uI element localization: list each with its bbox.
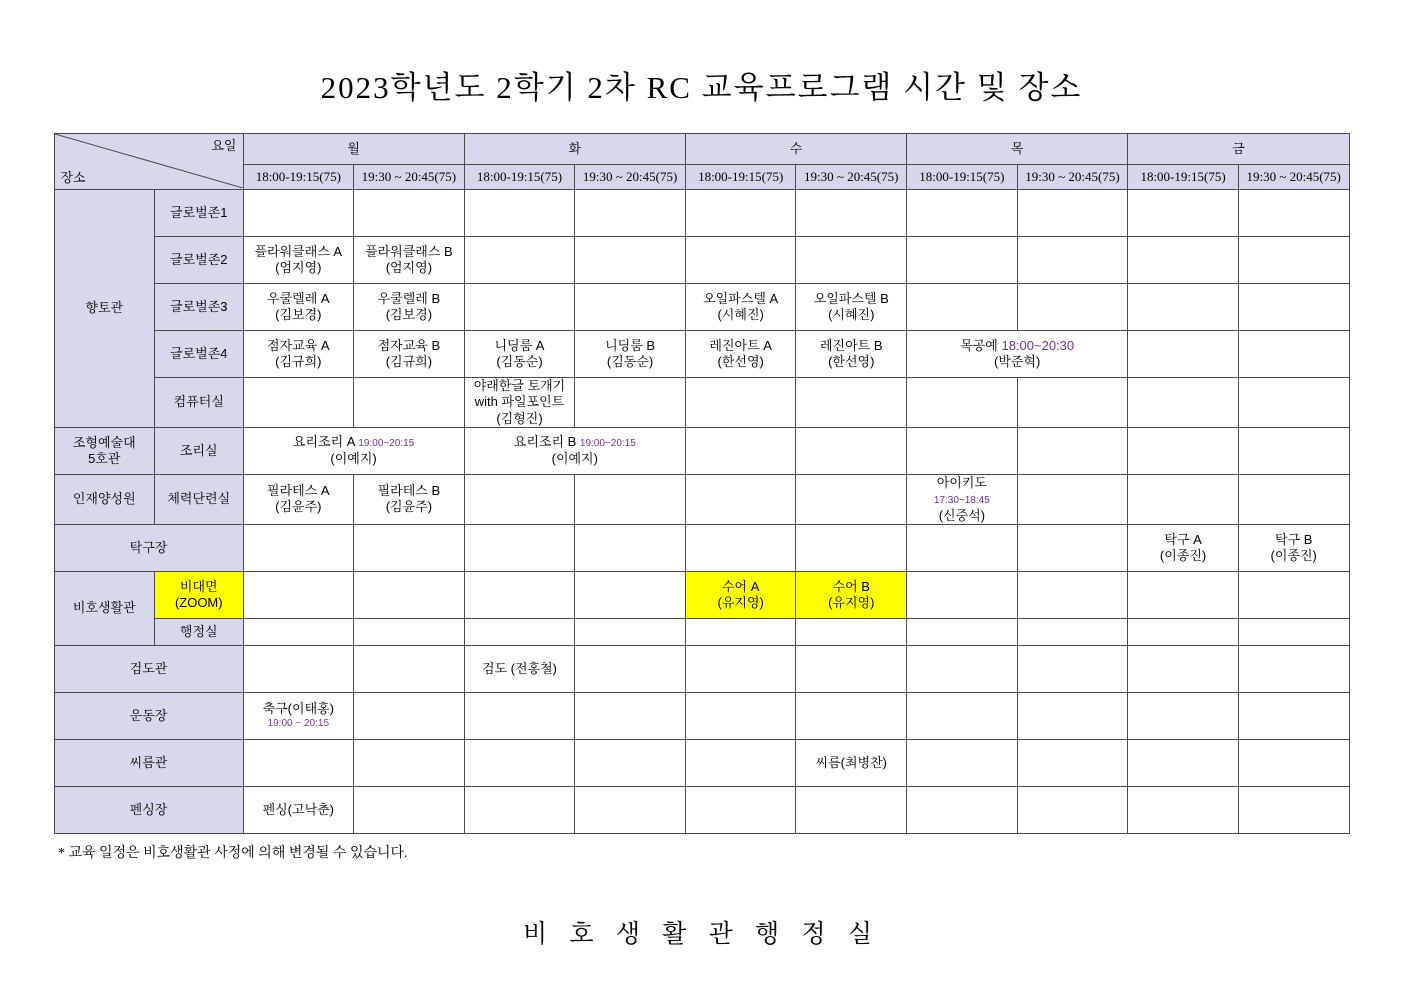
cell-fencing-tue1 xyxy=(464,786,575,833)
cell-pingpong-wed1 xyxy=(685,524,796,571)
corner-day-label: 요일 xyxy=(211,138,237,153)
cell-kendo-fri2 xyxy=(1238,645,1349,692)
cell-global1-fri1 xyxy=(1128,190,1239,237)
cell-field-tue1 xyxy=(464,692,575,739)
class-name: 니딩룸 A xyxy=(494,337,545,353)
cell-global1-tue1 xyxy=(464,190,575,237)
cell-global4-thu xyxy=(907,331,1128,378)
cell-fencing-fri2 xyxy=(1238,786,1349,833)
cell-admin-mon2 xyxy=(354,618,465,645)
class-name: 레진아트 A xyxy=(709,337,772,353)
cell-fitness-wed1 xyxy=(685,474,796,524)
class-name: 플라워클래스 B xyxy=(365,243,453,259)
place-label-global2: 글로벌존2 xyxy=(155,237,243,284)
class-name-2: with 파일포인트 xyxy=(474,394,565,410)
cell-computer-tue2 xyxy=(575,378,686,428)
place-label-kitchen: 조리실 xyxy=(155,427,243,474)
class-time: 19:00~20:15 xyxy=(358,438,415,450)
schedule-table xyxy=(54,133,1350,834)
instructor-name: (시혜진) xyxy=(828,307,875,322)
cell-kitchen-wed2 xyxy=(796,427,907,474)
cell-fitness-tue1 xyxy=(464,474,575,524)
table-row xyxy=(54,427,1349,474)
cell-admin-fri2 xyxy=(1238,618,1349,645)
cell-kendo-wed1 xyxy=(685,645,796,692)
cell-pingpong-fri1 xyxy=(1128,524,1239,571)
cell-ssireum-thu2 xyxy=(1017,739,1128,786)
group-label-line2: 5호관 xyxy=(88,450,121,466)
cell-global1-mon1 xyxy=(243,190,354,237)
slot-header-8: 19:30 ~ 20:45(75) xyxy=(1017,165,1128,190)
table-row xyxy=(54,618,1349,645)
place-label-line2: (ZOOM) xyxy=(174,594,223,610)
place-label-fencing: 펜싱장 xyxy=(54,786,243,833)
day-header-mon: 월 xyxy=(243,134,464,165)
cell-ssireum-tue2 xyxy=(575,739,686,786)
page-title: 2023학년도 2학기 2차 RC 교육프로그램 시간 및 장소 xyxy=(320,70,1083,105)
instructor-name: (엄지영) xyxy=(275,260,322,275)
day-header-wed: 수 xyxy=(685,134,906,165)
cell-global3-tue1 xyxy=(464,284,575,331)
cell-fitness-wed2 xyxy=(796,474,907,524)
place-label-field: 운동장 xyxy=(54,692,243,739)
cell-global4-mon1 xyxy=(243,331,354,378)
table-row xyxy=(54,284,1349,331)
cell-pingpong-tue1 xyxy=(464,524,575,571)
cell-field-thu1 xyxy=(907,692,1018,739)
class-name: 탁구 A xyxy=(1164,531,1202,547)
cell-pingpong-thu1 xyxy=(907,524,1018,571)
cell-global4-wed1 xyxy=(685,331,796,378)
table-row xyxy=(54,739,1349,786)
group-label-line1: 조형예술대 xyxy=(72,434,136,450)
cell-field-wed1 xyxy=(685,692,796,739)
cell-global4-tue2 xyxy=(575,331,686,378)
table-row xyxy=(54,331,1349,378)
cell-global2-fri1 xyxy=(1128,237,1239,284)
class-name: 수어 B xyxy=(832,578,870,594)
cell-global3-thu2 xyxy=(1017,284,1128,331)
slot-header-1: 18:00-19:15(75) xyxy=(243,165,354,190)
footnote: * 교육 일정은 비호생활관 사정에 의해 변경될 수 있습니다. xyxy=(58,845,408,861)
table-row xyxy=(54,474,1349,524)
cell-kitchen-mon xyxy=(243,427,464,474)
instructor-name: (김동순) xyxy=(496,354,543,369)
class-name: 씨름(최병찬) xyxy=(815,754,887,770)
cell-global2-thu1 xyxy=(907,237,1018,284)
cell-admin-fri1 xyxy=(1128,618,1239,645)
cell-computer-wed2 xyxy=(796,378,907,428)
slot-header-5: 18:00-19:15(75) xyxy=(685,165,796,190)
table-row xyxy=(54,190,1349,237)
cell-global1-wed1 xyxy=(685,190,796,237)
cell-kendo-fri1 xyxy=(1128,645,1239,692)
instructor-name: (유지영) xyxy=(717,594,764,610)
cell-zoom-fri2 xyxy=(1238,571,1349,618)
cell-fitness-tue2 xyxy=(575,474,686,524)
instructor-name: (김규희) xyxy=(385,354,433,369)
slot-header-7: 18:00-19:15(75) xyxy=(907,165,1018,190)
instructor-name: (이예지) xyxy=(330,450,377,466)
cell-computer-mon2 xyxy=(354,378,465,428)
cell-global2-tue2 xyxy=(575,237,686,284)
table-row xyxy=(54,237,1349,284)
cell-ssireum-fri2 xyxy=(1238,739,1349,786)
cell-fitness-mon1 xyxy=(243,474,354,524)
slot-header-2: 19:30 ~ 20:45(75) xyxy=(354,165,465,190)
cell-global2-wed1 xyxy=(685,237,796,284)
cell-ssireum-thu1 xyxy=(907,739,1018,786)
cell-zoom-tue2 xyxy=(575,571,686,618)
table-corner-header xyxy=(54,134,243,190)
cell-zoom-mon1 xyxy=(243,571,354,618)
cell-computer-thu2 xyxy=(1017,378,1128,428)
group-label-hyangto: 향토관 xyxy=(54,190,155,428)
cell-ssireum-mon2 xyxy=(354,739,465,786)
place-label-ssireum: 씨름관 xyxy=(54,739,243,786)
cell-computer-wed1 xyxy=(685,378,796,428)
cell-computer-fri1 xyxy=(1128,378,1239,428)
cell-global4-fri1 xyxy=(1128,331,1239,378)
class-name: 요리조리 A xyxy=(292,434,355,450)
corner-place-label: 장소 xyxy=(60,169,86,185)
class-name: 축구(이태홍) xyxy=(262,701,335,717)
class-name: 오일파스텔 A xyxy=(703,290,779,306)
cell-fencing-mon1 xyxy=(243,786,354,833)
cell-fencing-wed2 xyxy=(796,786,907,833)
cell-kitchen-fri1 xyxy=(1128,427,1239,474)
cell-pingpong-wed2 xyxy=(796,524,907,571)
cell-global2-thu2 xyxy=(1017,237,1128,284)
cell-admin-mon1 xyxy=(243,618,354,645)
cell-fencing-wed1 xyxy=(685,786,796,833)
instructor-name: (이종진) xyxy=(1270,547,1317,563)
cell-field-wed2 xyxy=(796,692,907,739)
instructor-name: (엄지영) xyxy=(385,260,433,275)
instructor-name: (이종진) xyxy=(1159,547,1207,563)
cell-ssireum-mon1 xyxy=(243,739,354,786)
cell-global2-mon2 xyxy=(354,237,465,284)
day-header-fri: 금 xyxy=(1128,134,1349,165)
class-name: 우쿨렐레 B xyxy=(377,290,441,306)
cell-admin-tue1 xyxy=(464,618,575,645)
cell-fitness-thu1 xyxy=(907,474,1018,524)
group-label-johyung xyxy=(54,427,155,474)
cell-zoom-wed2 xyxy=(796,571,907,618)
cell-kitchen-wed1 xyxy=(685,427,796,474)
place-label-line1: 비대면 xyxy=(179,578,218,594)
slot-header-9: 18:00-19:15(75) xyxy=(1128,165,1239,190)
cell-computer-tue1 xyxy=(464,378,575,428)
cell-field-mon1 xyxy=(243,692,354,739)
class-name: 필라테스 A xyxy=(267,483,330,498)
class-name: 펜싱(고낙춘) xyxy=(262,801,335,817)
cell-pingpong-tue2 xyxy=(575,524,686,571)
cell-kendo-thu2 xyxy=(1017,645,1128,692)
cell-admin-thu2 xyxy=(1017,618,1128,645)
class-name: 니딩룸 B xyxy=(605,337,656,353)
place-label-global4: 글로벌존4 xyxy=(155,331,243,378)
cell-admin-tue2 xyxy=(575,618,686,645)
cell-global2-tue1 xyxy=(464,237,575,284)
instructor-name: (이예지) xyxy=(551,450,598,466)
class-time: 19:00 ~ 20:15 xyxy=(267,717,330,729)
cell-zoom-fri1 xyxy=(1128,571,1239,618)
instructor-name: (김보경) xyxy=(385,307,433,322)
class-name: 레진아트 B xyxy=(820,337,883,353)
class-name: 수어 A xyxy=(721,578,760,594)
table-row xyxy=(54,786,1349,833)
cell-ssireum-wed2 xyxy=(796,739,907,786)
cell-global3-wed2 xyxy=(796,284,907,331)
instructor-name: (김윤주) xyxy=(275,499,322,515)
table-row xyxy=(54,645,1349,692)
class-name: 플라워클래스 A xyxy=(254,243,343,259)
cell-computer-mon1 xyxy=(243,378,354,428)
cell-fencing-thu2 xyxy=(1017,786,1128,833)
cell-zoom-thu1 xyxy=(907,571,1018,618)
class-name: 우쿨렐레 A xyxy=(267,290,330,306)
cell-ssireum-fri1 xyxy=(1128,739,1239,786)
slot-header-10: 19:30 ~ 20:45(75) xyxy=(1238,165,1349,190)
slot-header-6: 19:30 ~ 20:45(75) xyxy=(796,165,907,190)
cell-global1-wed2 xyxy=(796,190,907,237)
cell-kitchen-thu1 xyxy=(907,427,1018,474)
class-name: 점자교육 A xyxy=(267,337,330,353)
cell-global2-mon1 xyxy=(243,237,354,284)
table-row xyxy=(54,571,1349,618)
cell-global3-fri1 xyxy=(1128,284,1239,331)
class-name: 오일파스텔 B xyxy=(813,290,889,306)
cell-global1-tue2 xyxy=(575,190,686,237)
cell-global1-thu1 xyxy=(907,190,1018,237)
cell-global3-thu1 xyxy=(907,284,1018,331)
cell-field-tue2 xyxy=(575,692,686,739)
cell-zoom-wed1 xyxy=(685,571,796,618)
place-label-admin: 행정실 xyxy=(155,618,243,645)
cell-global4-tue1 xyxy=(464,331,575,378)
instructor-name: (신중석) xyxy=(938,507,986,523)
cell-pingpong-mon2 xyxy=(354,524,465,571)
instructor-name: (김보경) xyxy=(275,307,322,322)
cell-global4-mon2 xyxy=(354,331,465,378)
cell-field-fri2 xyxy=(1238,692,1349,739)
cell-field-thu2 xyxy=(1017,692,1128,739)
cell-kendo-wed2 xyxy=(796,645,907,692)
cell-ssireum-wed1 xyxy=(685,739,796,786)
cell-kendo-mon2 xyxy=(354,645,465,692)
cell-global1-fri2 xyxy=(1238,190,1349,237)
class-name: 필라테스 B xyxy=(377,483,441,498)
cell-fencing-mon2 xyxy=(354,786,465,833)
group-label-injae: 인재양성원 xyxy=(54,474,155,524)
place-label-global1: 글로벌존1 xyxy=(155,190,243,237)
cell-pingpong-mon1 xyxy=(243,524,354,571)
cell-fitness-fri2 xyxy=(1238,474,1349,524)
cell-kendo-thu1 xyxy=(907,645,1018,692)
cell-kitchen-fri2 xyxy=(1238,427,1349,474)
cell-kitchen-thu2 xyxy=(1017,427,1128,474)
place-label-fitness: 체력단련실 xyxy=(155,474,243,524)
cell-admin-wed1 xyxy=(685,618,796,645)
class-time: 19:00~20:15 xyxy=(579,438,636,450)
slot-header-4: 19:30 ~ 20:45(75) xyxy=(575,165,686,190)
cell-kendo-mon1 xyxy=(243,645,354,692)
cell-global3-tue2 xyxy=(575,284,686,331)
cell-fencing-thu1 xyxy=(907,786,1018,833)
cell-global2-fri2 xyxy=(1238,237,1349,284)
cell-fitness-fri1 xyxy=(1128,474,1239,524)
cell-computer-thu1 xyxy=(907,378,1018,428)
cell-kendo-tue2 xyxy=(575,645,686,692)
cell-global3-mon2 xyxy=(354,284,465,331)
instructor-name: (김규희) xyxy=(275,354,322,369)
cell-zoom-mon2 xyxy=(354,571,465,618)
class-time: 18:00~20:30 xyxy=(1001,337,1075,353)
cell-global2-wed2 xyxy=(796,237,907,284)
cell-kendo-tue1 xyxy=(464,645,575,692)
cell-pingpong-fri2 xyxy=(1238,524,1349,571)
cell-computer-fri2 xyxy=(1238,378,1349,428)
cell-zoom-tue1 xyxy=(464,571,575,618)
group-label-biho: 비호생활관 xyxy=(54,571,155,645)
class-name: 탁구 B xyxy=(1274,531,1313,547)
cell-zoom-thu2 xyxy=(1017,571,1128,618)
place-label-zoom xyxy=(155,571,243,618)
class-name: 야래한글 토개기 xyxy=(473,378,566,393)
instructor-name: (김윤주) xyxy=(385,499,433,515)
table-row xyxy=(54,378,1349,428)
place-label-global3: 글로벌존3 xyxy=(155,284,243,331)
class-name: 목공예 xyxy=(960,337,998,353)
place-label-computer-room: 컴퓨터실 xyxy=(155,378,243,428)
cell-global4-fri2 xyxy=(1238,331,1349,378)
day-header-thu: 목 xyxy=(907,134,1128,165)
instructor-name: (한선영) xyxy=(717,354,764,369)
cell-fitness-thu2 xyxy=(1017,474,1128,524)
cell-global1-thu2 xyxy=(1017,190,1128,237)
table-row xyxy=(54,524,1349,571)
document-footer: 비 호 생 활 관 행 정 실 xyxy=(523,920,880,948)
cell-field-mon2 xyxy=(354,692,465,739)
cell-fitness-mon2 xyxy=(354,474,465,524)
cell-global3-wed1 xyxy=(685,284,796,331)
cell-field-fri1 xyxy=(1128,692,1239,739)
slot-header-3: 18:00-19:15(75) xyxy=(464,165,575,190)
class-name: 요리조리 B xyxy=(513,434,577,450)
instructor-name: (김동순) xyxy=(606,354,654,369)
cell-fencing-tue2 xyxy=(575,786,686,833)
instructor-name: (시혜진) xyxy=(717,307,764,322)
table-row xyxy=(54,692,1349,739)
cell-kitchen-tue xyxy=(464,427,685,474)
cell-global3-mon1 xyxy=(243,284,354,331)
instructor-name: (한선영) xyxy=(828,354,875,369)
cell-global1-mon2 xyxy=(354,190,465,237)
day-header-tue: 화 xyxy=(464,134,685,165)
cell-pingpong-thu2 xyxy=(1017,524,1128,571)
place-label-pingpong: 탁구장 xyxy=(54,524,243,571)
instructor-name: (김형진) xyxy=(496,410,543,426)
instructor-name: (박준혁) xyxy=(993,354,1041,369)
cell-fencing-fri1 xyxy=(1128,786,1239,833)
class-name: 점자교육 B xyxy=(377,337,441,353)
class-time: 17:30~18:45 xyxy=(933,495,990,506)
cell-global4-wed2 xyxy=(796,331,907,378)
class-name: 검도 (전홍철) xyxy=(481,660,558,676)
place-label-kendo: 검도관 xyxy=(54,645,243,692)
instructor-name: (유지영) xyxy=(828,594,875,610)
cell-global3-fri2 xyxy=(1238,284,1349,331)
cell-admin-wed2 xyxy=(796,618,907,645)
cell-ssireum-tue1 xyxy=(464,739,575,786)
class-name: 아이키도 xyxy=(936,474,987,490)
cell-admin-thu1 xyxy=(907,618,1018,645)
